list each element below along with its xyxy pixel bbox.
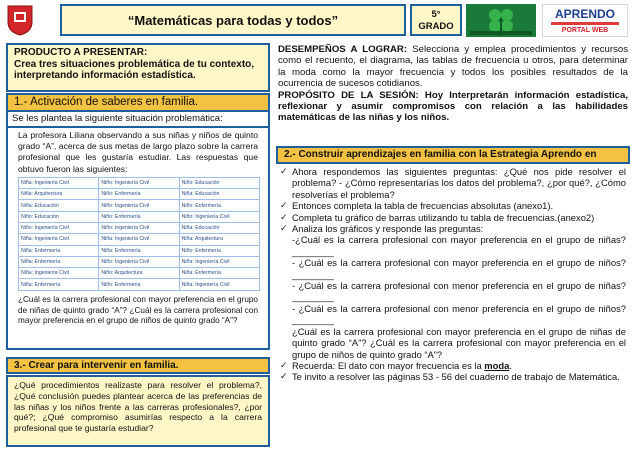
sub-question (280, 326, 626, 360)
section-1-content (6, 126, 270, 350)
check-icon: ✓ (280, 223, 288, 234)
survey-cell: Niño: Enfermería (99, 189, 179, 200)
desempenos-label: DESEMPEÑOS A LOGRAR: (278, 44, 408, 55)
survey-cell: Niña: Arquitectura (179, 234, 259, 245)
list-item-text: Te invito a resolver las páginas 53 - 56 del cuaderno de trabajo de Matemática. (292, 371, 620, 383)
moda-term: moda (484, 359, 510, 371)
aprendo-portal-logo (542, 4, 628, 37)
list-item (280, 371, 626, 382)
survey-cell: Niño: Ingeniería Civil (99, 223, 179, 234)
survey-cell: Niño: Ingeniería Civil (99, 177, 179, 188)
survey-cell: Niño: Enfermería (99, 279, 179, 290)
survey-row (19, 189, 260, 200)
sub-question-text: - ¿Cuál es la carrera profesional con menor preferencia en el grupo de niños? ________ (292, 302, 626, 326)
sub-question (280, 234, 626, 257)
activity-list (280, 166, 626, 383)
survey-row (19, 268, 260, 279)
section-3-header (6, 357, 270, 374)
survey-cell: Niña: Enfermería (19, 279, 99, 290)
sub-question-text: - ¿Cuál es la carrera profesional con menor preferencia en el grupo de niñas? ________ (292, 280, 626, 303)
recuerda-pre: Recuerda: El dato con mayor frecuencia es la (292, 359, 485, 371)
document-title-text: “Matemáticas para todas y todos” (127, 12, 339, 28)
list-item (280, 223, 626, 234)
sub-question-text: - ¿Cuál es la carrera profesional con mayor preferencia en el grupo de niños? ________ (292, 257, 626, 280)
survey-row (19, 279, 260, 290)
grade-number: 5° (431, 9, 441, 20)
survey-cell: Niño: Educación (19, 211, 99, 222)
survey-cell: Niño: Enfermería (99, 211, 179, 222)
desempenos-block (276, 44, 630, 140)
survey-row (19, 200, 260, 211)
clover-logo (466, 4, 536, 37)
survey-cell: Niña: Ingeniería Civil (179, 279, 259, 290)
list-item (280, 166, 626, 200)
section-3-content (6, 375, 270, 447)
grade-label: GRADO (418, 21, 454, 32)
list-item (280, 360, 626, 371)
section-2-content (276, 166, 630, 450)
list-item (280, 212, 626, 223)
survey-cell: Niño: Ingeniería Civil (99, 256, 179, 267)
sub-question (280, 257, 626, 280)
survey-cell: Niña: Educación (179, 223, 259, 234)
survey-cell: Niña: Enfermería (19, 245, 99, 256)
survey-cell: Niña: Educación (179, 189, 259, 200)
aprendo-logo-title: APRENDO (554, 7, 615, 21)
survey-cell: Niño: Educación (179, 177, 259, 188)
survey-cell: Niño: Enfermería (179, 200, 259, 211)
check-icon: ✓ (280, 166, 288, 176)
check-icon: ✓ (280, 359, 288, 370)
survey-row (19, 223, 260, 234)
section-1-header (6, 93, 270, 112)
survey-row (19, 211, 260, 222)
sub-question (280, 303, 626, 326)
list-item-text: Ahora respondemos las siguientes preguntas: ¿Qué nos pide resolver el problema? - ¿Cómo representarías los datos del problema?, ¿por qué?, ¿Cómo resolverías el problema? (292, 166, 626, 200)
problem-intro: La profesora Liliana observando a sus niñas y niños de quinto grado “A”, acerca de sus metas de largo plazo sobre la carrera profesional que les gustaría estudiar. Las respuestas que obtuvo fueron las siguientes: (18, 130, 258, 174)
sub-question-text: ¿Cuál es la carrera profesional con mayor preferencia en el grupo de niñas de quinto grado “A”? ¿Cuál es la carrera profesional con mayor preferencia en el grupo de niños de quinto grado “A”? (292, 325, 626, 360)
survey-cell: Niña: Ingeniería Civil (179, 256, 259, 267)
proposito-text: Hoy Interpretarán información estadística, reflexionar y asumir compromisos con relación a las habilidades matemáticas de las niñas y los niños. (278, 89, 629, 124)
desempenos-text: Selecciona y emplea procedimientos y recursos como el recuento, el diagrama, las tablas de frecuencia u otros, para determinar la moda como la mayor frecuencia y todos los posibles resultados de la ocurrencia de sucesos cotidianos. (278, 44, 629, 90)
producto-label: PRODUCTO A PRESENTAR: (14, 47, 148, 58)
school-crest-logo (0, 0, 40, 38)
check-icon: ✓ (280, 211, 288, 222)
section-2-header (276, 146, 630, 164)
survey-cell: Niña: Enfermería (19, 256, 99, 267)
survey-cell: Niña: Ingeniería Civil (19, 177, 99, 188)
section-1-title: 1.- Activación de saberes en familia. (14, 96, 199, 108)
survey-cell: Niña: Ingeniería Civil (99, 234, 179, 245)
section-3-text: ¿Qué procedimientos realizaste para resolver el problema?, ¿Qué conclusión puedes plantear acerca de las preferencias de las niñas y los niños frente a las carreras profesionales?, ¿por qué?; ¿Qué compromiso asumirías respecto a la carrera profesional que te gustaría estudiar? (14, 380, 262, 434)
proposito-label: PROPÓSITO DE LA SESIÓN: (278, 89, 419, 101)
producto-text: Crea tres situaciones problemática de tu contexto, interpretando información estadística. (14, 58, 255, 81)
survey-cell: Niña: Ingeniería Civil (19, 268, 99, 279)
producto-box (6, 43, 270, 92)
list-item-text: Entonces completa la tabla de frecuencias absolutas (anexo1). (292, 200, 554, 212)
recuerda-post: . (509, 359, 512, 371)
survey-row (19, 245, 260, 256)
survey-row (19, 177, 260, 188)
survey-cell: Niño: Enfermería (179, 245, 259, 256)
section-1-subtitle (6, 112, 270, 126)
section-3-title: 3.- Crear para intervenir en familia. (14, 360, 179, 371)
sub-question (280, 280, 626, 303)
survey-cell: Niña: Arquitectura (19, 189, 99, 200)
document-title (60, 4, 406, 36)
survey-row (19, 234, 260, 245)
problem-question: ¿Cuál es la carrera profesional con mayor preferencia en el grupo de niñas de quinto grado “A”? ¿Cuál es la carrera profesional con mayor preferencia en el grupo de niños de quinto grado “A”? (18, 294, 258, 326)
survey-cell: Niña: Ingeniería Civil (19, 234, 99, 245)
check-icon: ✓ (280, 200, 288, 211)
survey-row (19, 256, 260, 267)
survey-cell: Niña: Enfermería (179, 268, 259, 279)
sub-question-text: -¿Cuál es la carrera profesional con mayor preferencia en el grupo de niñas? ________ (292, 234, 626, 257)
survey-cell: Niña: Educación (19, 200, 99, 211)
list-item (280, 200, 626, 211)
survey-cell: Niño: Ingeniería Civil (179, 211, 259, 222)
section-2-title: 2.- Construir aprendizajes en familia con la Estrategia Aprendo en (284, 149, 597, 160)
aprendo-logo-subtitle: PORTAL WEB (561, 27, 609, 34)
survey-table (18, 177, 260, 291)
check-icon: ✓ (280, 371, 288, 382)
survey-cell: Niño: Ingeniería Civil (99, 200, 179, 211)
grade-badge (410, 4, 462, 36)
list-item-text: Analiza los gráficos y responde las preguntas: (292, 223, 484, 235)
survey-cell: Niño: Ingeniería Civil (19, 223, 99, 234)
section-1-subtitle-text: Se les plantea la siguiente situación problemática: (12, 113, 223, 124)
survey-cell: Niña: Enfermería (99, 245, 179, 256)
survey-cell: Niño: Arquitectura (99, 268, 179, 279)
list-item-text: Completa tu gráfico de barras utilizando tu tabla de frecuencias.(anexo2) (292, 211, 595, 223)
